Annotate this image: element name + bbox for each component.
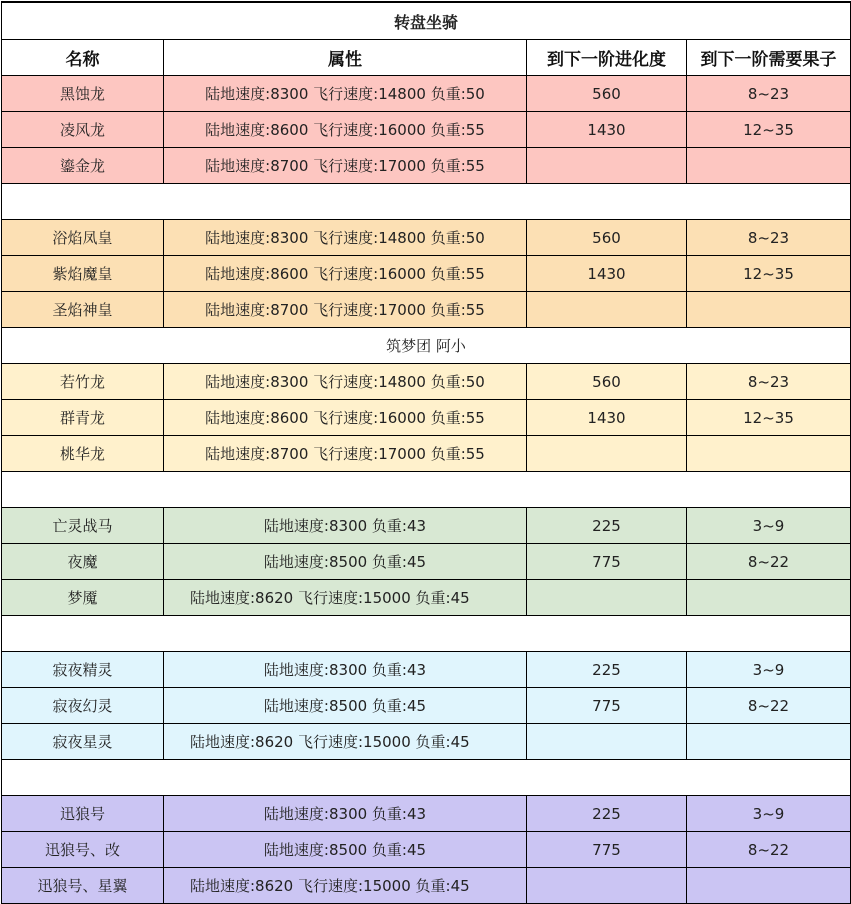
cell-attr[interactable]: 陆地速度:8620 飞行速度:15000 负重:45: [164, 868, 527, 904]
cell-progress[interactable]: [527, 580, 687, 616]
table-row: [2, 832, 851, 868]
empty-cell[interactable]: [2, 760, 851, 796]
cell-fruit[interactable]: [687, 292, 851, 328]
cell-progress[interactable]: 225: [527, 796, 687, 832]
cell-attr[interactable]: 陆地速度:8300 飞行速度:14800 负重:50: [164, 76, 527, 112]
cell-name[interactable]: 迅狼号、星翼: [2, 868, 164, 904]
cell-fruit[interactable]: [687, 436, 851, 472]
cell-fruit[interactable]: [687, 580, 851, 616]
empty-cell[interactable]: [2, 616, 851, 652]
cell-name[interactable]: 鎏金龙: [2, 148, 164, 184]
cell-fruit[interactable]: 8~23: [687, 76, 851, 112]
cell-name[interactable]: 迅狼号、改: [2, 832, 164, 868]
table-row: [2, 544, 851, 580]
cell-attr[interactable]: 陆地速度:8500 负重:45: [164, 544, 527, 580]
table-row: [2, 868, 851, 904]
credit-row: [2, 328, 851, 364]
cell-name[interactable]: 黑蚀龙: [2, 76, 164, 112]
cell-name[interactable]: 寂夜精灵: [2, 652, 164, 688]
cell-fruit[interactable]: 3~9: [687, 652, 851, 688]
separator-row: [2, 760, 851, 796]
table-row: [2, 256, 851, 292]
cell-progress[interactable]: [527, 148, 687, 184]
table-row: [2, 76, 851, 112]
table-row: [2, 364, 851, 400]
cell-progress[interactable]: 775: [527, 832, 687, 868]
cell-attr[interactable]: 陆地速度:8600 飞行速度:16000 负重:55: [164, 112, 527, 148]
cell-attr[interactable]: 陆地速度:8620 飞行速度:15000 负重:45: [164, 580, 527, 616]
header-attr[interactable]: 属性: [164, 40, 527, 76]
table-row: [2, 652, 851, 688]
cell-fruit[interactable]: 3~9: [687, 508, 851, 544]
cell-attr[interactable]: 陆地速度:8300 负重:43: [164, 796, 527, 832]
header-fruit[interactable]: 到下一阶需要果子: [687, 40, 851, 76]
table-row: [2, 688, 851, 724]
cell-name[interactable]: 夜魔: [2, 544, 164, 580]
cell-attr[interactable]: 陆地速度:8700 飞行速度:17000 负重:55: [164, 292, 527, 328]
cell-attr[interactable]: 陆地速度:8600 飞行速度:16000 负重:55: [164, 256, 527, 292]
title-row: [2, 2, 851, 40]
empty-cell[interactable]: [2, 184, 851, 220]
cell-fruit[interactable]: [687, 724, 851, 760]
cell-fruit[interactable]: 3~9: [687, 796, 851, 832]
cell-fruit[interactable]: 8~22: [687, 688, 851, 724]
header-progress[interactable]: 到下一阶进化度: [527, 40, 687, 76]
cell-progress[interactable]: [527, 292, 687, 328]
cell-fruit[interactable]: 8~22: [687, 832, 851, 868]
cell-attr[interactable]: 陆地速度:8700 飞行速度:17000 负重:55: [164, 436, 527, 472]
cell-name[interactable]: 群青龙: [2, 400, 164, 436]
table-row: [2, 580, 851, 616]
cell-progress[interactable]: 560: [527, 364, 687, 400]
cell-name[interactable]: 桃华龙: [2, 436, 164, 472]
cell-name[interactable]: 紫焰魔皇: [2, 256, 164, 292]
separator-row: [2, 184, 851, 220]
cell-attr[interactable]: 陆地速度:8500 负重:45: [164, 688, 527, 724]
table-row: [2, 220, 851, 256]
cell-attr[interactable]: 陆地速度:8700 飞行速度:17000 负重:55: [164, 148, 527, 184]
cell-name[interactable]: 寂夜星灵: [2, 724, 164, 760]
cell-attr[interactable]: 陆地速度:8600 飞行速度:16000 负重:55: [164, 400, 527, 436]
cell-fruit[interactable]: 12~35: [687, 112, 851, 148]
cell-progress[interactable]: 225: [527, 652, 687, 688]
cell-name[interactable]: 若竹龙: [2, 364, 164, 400]
cell-progress[interactable]: [527, 868, 687, 904]
separator-row: [2, 472, 851, 508]
cell-fruit[interactable]: 8~23: [687, 220, 851, 256]
separator-row: [2, 616, 851, 652]
cell-fruit[interactable]: [687, 868, 851, 904]
table-title[interactable]: 转盘坐骑: [2, 2, 851, 40]
mount-table: [1, 1, 851, 904]
header-name[interactable]: 名称: [2, 40, 164, 76]
cell-attr[interactable]: 陆地速度:8300 负重:43: [164, 652, 527, 688]
header-row: [2, 40, 851, 76]
cell-progress[interactable]: [527, 724, 687, 760]
table-row: [2, 796, 851, 832]
cell-fruit[interactable]: 8~22: [687, 544, 851, 580]
cell-attr[interactable]: 陆地速度:8300 飞行速度:14800 负重:50: [164, 220, 527, 256]
cell-name[interactable]: 迅狼号: [2, 796, 164, 832]
cell-name[interactable]: 圣焰神皇: [2, 292, 164, 328]
cell-fruit[interactable]: [687, 148, 851, 184]
cell-attr[interactable]: 陆地速度:8300 负重:43: [164, 508, 527, 544]
cell-fruit[interactable]: 12~35: [687, 400, 851, 436]
cell-progress[interactable]: 1430: [527, 256, 687, 292]
table-row: [2, 724, 851, 760]
cell-fruit[interactable]: 12~35: [687, 256, 851, 292]
cell-progress[interactable]: 1430: [527, 112, 687, 148]
cell-progress[interactable]: 775: [527, 544, 687, 580]
table-row: [2, 508, 851, 544]
table-row: [2, 148, 851, 184]
cell-attr[interactable]: 陆地速度:8620 飞行速度:15000 负重:45: [164, 724, 527, 760]
cell-name[interactable]: 寂夜幻灵: [2, 688, 164, 724]
credit-text[interactable]: 筑梦团 阿小: [2, 328, 851, 364]
cell-progress[interactable]: 1430: [527, 400, 687, 436]
cell-attr[interactable]: 陆地速度:8300 飞行速度:14800 负重:50: [164, 364, 527, 400]
empty-cell[interactable]: [2, 472, 851, 508]
cell-name[interactable]: 亡灵战马: [2, 508, 164, 544]
cell-progress[interactable]: 225: [527, 508, 687, 544]
cell-progress[interactable]: 560: [527, 76, 687, 112]
cell-progress[interactable]: 560: [527, 220, 687, 256]
cell-name[interactable]: 梦魇: [2, 580, 164, 616]
cell-fruit[interactable]: 8~23: [687, 364, 851, 400]
table-row: [2, 400, 851, 436]
cell-attr[interactable]: 陆地速度:8500 负重:45: [164, 832, 527, 868]
table-row: [2, 436, 851, 472]
table-row: [2, 112, 851, 148]
cell-progress[interactable]: [527, 436, 687, 472]
cell-progress[interactable]: 775: [527, 688, 687, 724]
table-row: [2, 292, 851, 328]
cell-name[interactable]: 凌风龙: [2, 112, 164, 148]
cell-name[interactable]: 浴焰凤皇: [2, 220, 164, 256]
